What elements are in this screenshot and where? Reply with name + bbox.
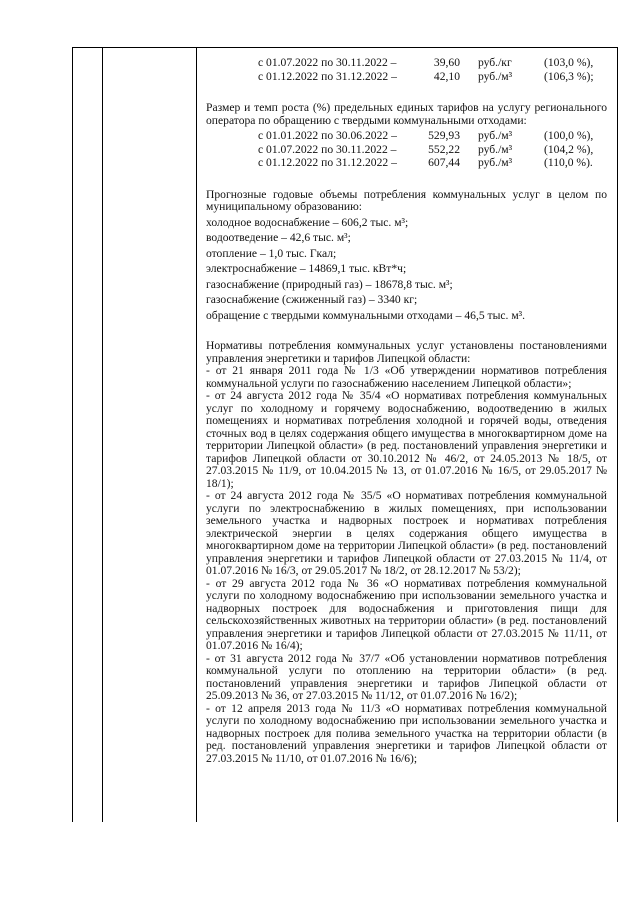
table-border-col2 xyxy=(196,47,197,822)
norm-item: - от 31 августа 2012 года № 37/7 «Об установлении нормативов потребления коммунальной услуги по отоплению на территории области» (в ред. постановлений управления энергетики и тарифов Липецкой области от 25.09.2013 № 36, от 27.03.2015 № 11/12, от 01.07.2016 № 16/2); xyxy=(206,651,607,702)
volume-item: обращение с твердыми коммунальными отходами – 46,5 тыс. м³. xyxy=(206,308,526,322)
norm-item: - от 12 апреля 2013 года № 11/3 «О нормативах потребления коммунальной услуги по холодному водоснабжению при использовании земельного участка и надворных построек для полива земельного участка на территории области (в ред. постановлений управления энергетики и тарифов Липецкой области от 27.03.2015 № 11/10, от 01.07.2016 № 16/6); xyxy=(206,701,607,765)
tariff-unit: руб./кг xyxy=(478,56,512,69)
norm-item: - от 24 августа 2012 года № 35/5 «О нормативах потребления коммунальной услуги по электроснабжению в жилых помещениях, при использовании земельного участка и надворных построек и нормативах потребления электрической энергии в целях содержания общего имущества в многоквартирном доме на территории Липецкой области» (в ред. постановлений управления энергетики и тарифов Липецкой области от 27.03.2015 № 11/4, от 01.07.2016 № 16/3, от 29.05.2017 № 18/2, от 28.12.2017 № 53/2); xyxy=(206,489,607,577)
volumes-intro: Прогнозные годовые объемы потребления коммунальных услуг в целом по муниципальному образованию: xyxy=(206,187,607,213)
tariff-row xyxy=(206,157,607,171)
table-border-left xyxy=(72,47,73,822)
volume-item: электроснабжение – 14869,1 тыс. кВт*ч; xyxy=(206,262,407,275)
tariff-value: 42,10 xyxy=(433,69,460,83)
tariff-unit: руб./м³ xyxy=(478,142,513,156)
volumes-list xyxy=(206,217,607,323)
norms-list xyxy=(206,365,607,765)
tariff-row xyxy=(206,144,607,158)
tariff-value: 529,93 xyxy=(428,129,460,142)
tariff-growth: (100,0 %), xyxy=(544,129,594,142)
waste-tariff-rows xyxy=(206,130,607,171)
tariff-unit: руб./м³ xyxy=(478,129,513,142)
volume-item: водоотведение – 42,6 тыс. м³; xyxy=(206,231,351,244)
volume-item: отопление – 1,0 тыс. Гкал; xyxy=(206,246,337,260)
tariff-row xyxy=(206,71,607,85)
tariff-period: с 01.12.2022 по 31.12.2022 – xyxy=(258,69,397,83)
tariff-unit: руб./м³ xyxy=(478,156,513,169)
tariff-period: с 01.01.2022 по 30.06.2022 – xyxy=(258,129,397,142)
tariff-value: 39,60 xyxy=(433,56,460,69)
table-border-right xyxy=(617,47,618,822)
waste-tariff-intro: Размер и темп роста (%) предельных единых тарифов на услугу регионального оператора по обращению с твердыми коммунальными отходами: xyxy=(206,101,607,127)
tariff-growth: (110,0 %). xyxy=(544,156,593,169)
table-cell-content xyxy=(206,57,607,765)
table-top-border xyxy=(72,47,617,48)
tariff-period: с 01.07.2022 по 30.11.2022 – xyxy=(258,142,397,156)
tariff-value: 552,22 xyxy=(428,142,460,156)
gas-tariff-rows xyxy=(206,57,607,84)
norm-item: - от 21 января 2011 года № 1/3 «Об утверждении нормативов потребления коммунальной услуги по газоснабжению населением Липецкой области»; xyxy=(206,364,607,390)
tariff-unit: руб./м³ xyxy=(478,69,513,83)
norm-item: - от 24 августа 2012 года № 35/4 «О нормативах потребления коммунальных услуг по холодному и горячему водоснабжению, водоотведению в жилых помещениях и нормативах потребления холодной и горячей воды, отведения сточных вод в целях содержания общего имущества в многоквартирном доме на территории Липецкой области» (в ред. постановлений управления энергетики и тарифов Липецкой области от 30.10.2012 № 46/2, от 24.05.2013 № 18/5, от 27.03.2015 № 11/9, от 10.04.2015 № 13, от 01.07.2016 № 16/5, от 29.05.2017 № 18/1); xyxy=(206,389,607,490)
table-border-col1 xyxy=(102,47,103,822)
tariff-period: с 01.07.2022 по 30.11.2022 – xyxy=(258,56,397,69)
tariff-value: 607,44 xyxy=(428,156,460,169)
tariff-growth: (106,3 %); xyxy=(544,69,594,83)
tariff-growth: (103,0 %), xyxy=(544,56,594,69)
norms-intro: Нормативы потребления коммунальных услуг установлены постановлениями управления энергетики и тарифов Липецкой области: xyxy=(206,339,607,365)
volume-item: газоснабжение (природный газ) – 18678,8 тыс. м³; xyxy=(206,277,453,291)
tariff-period: с 01.12.2022 по 31.12.2022 – xyxy=(258,156,397,169)
tariff-growth: (104,2 %), xyxy=(544,142,594,156)
tariff-row xyxy=(206,57,607,71)
volume-item: газоснабжение (сжиженный газ) – 3340 кг; xyxy=(206,293,418,306)
volume-item: холодное водоснабжение – 606,2 тыс. м³; xyxy=(206,215,409,229)
norm-item: - от 29 августа 2012 года № 36 «О нормативах потребления коммунальной услуги по холодному водоснабжению при использовании земельного участка и надворных построек для водоснабжения и приготовления пищи для сельскохозяйственных животных на территории области» (в ред. постановлений управления энергетики и тарифов Липецкой области от 27.03.2015 № 11/11, от 01.07.2016 № 16/4); xyxy=(206,576,607,652)
tariff-row xyxy=(206,130,607,144)
